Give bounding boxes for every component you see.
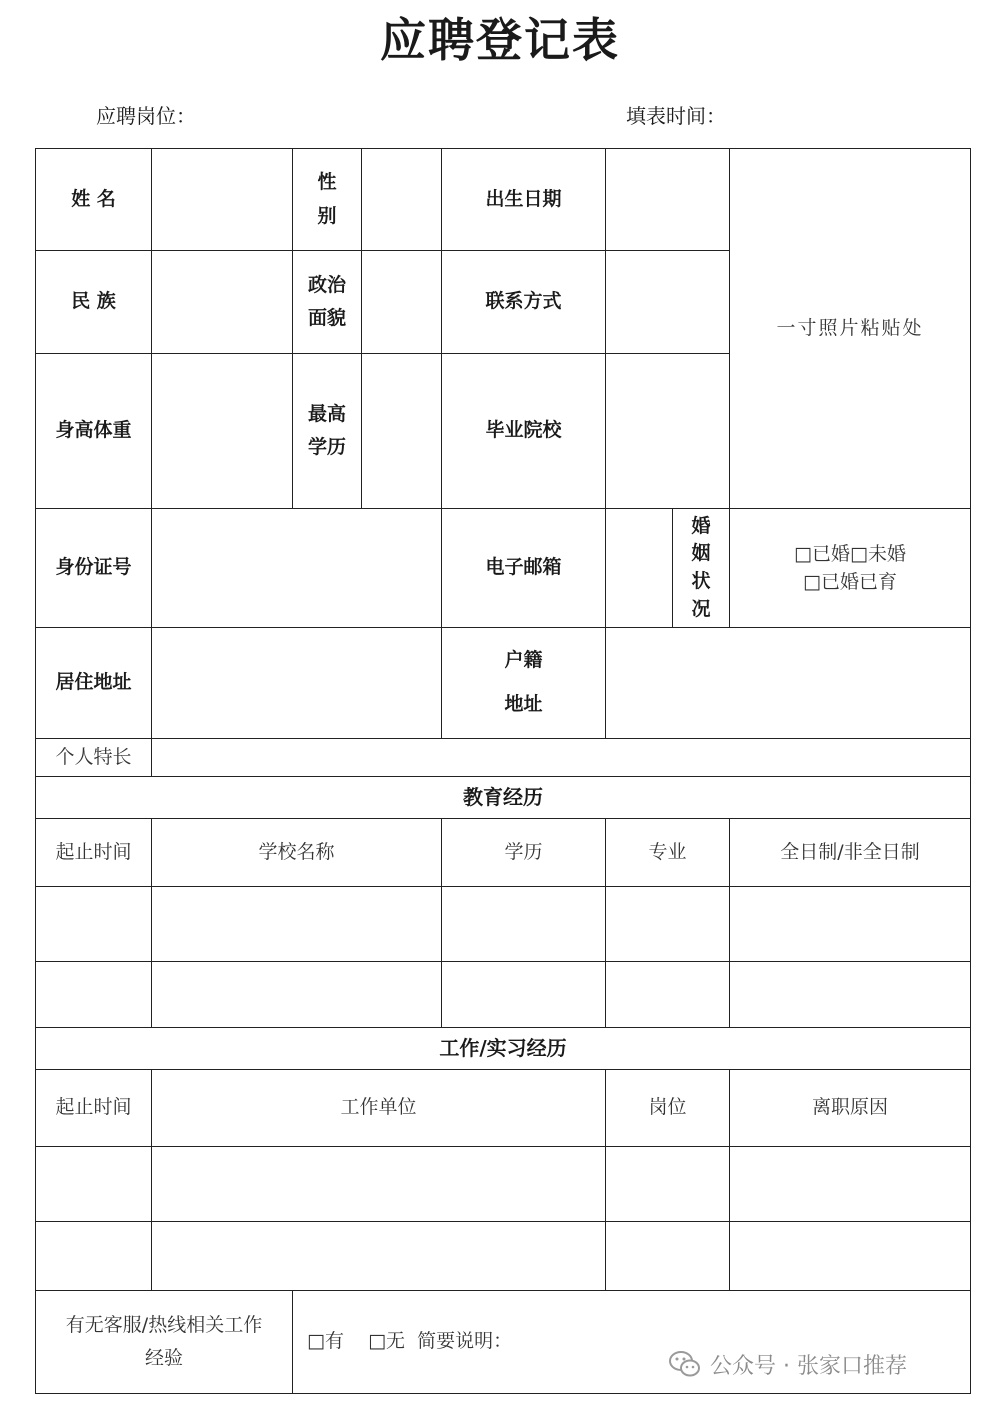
work-section-heading: 工作/实习经历 — [439, 1036, 567, 1060]
address-label: 居住地址 — [55, 671, 132, 694]
birth-date-label: 出生日期 — [485, 187, 562, 210]
school-label: 毕业院校 — [485, 419, 562, 442]
height-weight-field[interactable] — [152, 354, 292, 508]
watermark — [668, 1344, 907, 1384]
watermark-text: 公众号 · 张家口推荐 — [710, 1353, 907, 1379]
education-row[interactable] — [36, 887, 970, 961]
edu-col-school: 学校名称 — [258, 840, 335, 863]
edu-col-degree: 学历 — [504, 840, 543, 863]
position-applied-label: 应聘岗位： — [96, 104, 196, 128]
work-col-leave-reason: 离职原因 — [811, 1096, 888, 1119]
name-field[interactable] — [152, 149, 292, 250]
education-level-label: 最高 学历 — [307, 402, 346, 458]
work-col-period: 起止时间 — [55, 1096, 132, 1119]
household-address-field[interactable] — [606, 628, 970, 738]
political-status-label: 政治 面貌 — [307, 273, 346, 329]
work-col-employer: 工作单位 — [340, 1096, 417, 1119]
education-row[interactable] — [36, 962, 970, 1027]
ethnicity-field[interactable] — [152, 251, 292, 353]
edu-col-study-mode: 全日制/非全日制 — [780, 840, 920, 863]
address-field[interactable] — [152, 628, 441, 738]
political-status-field[interactable] — [362, 251, 441, 353]
education-level-field[interactable] — [362, 354, 441, 508]
name-label: 姓 名 — [71, 187, 116, 210]
specialty-label: 个人特长 — [55, 745, 132, 768]
ethnicity-label: 民 族 — [71, 290, 116, 313]
photo-placeholder[interactable]: 一寸照片粘贴处 — [776, 316, 924, 339]
work-row[interactable] — [36, 1222, 970, 1290]
hotline-experience-label: 有无客服/热线相关工作 经验 — [65, 1313, 263, 1369]
wechat-icon — [668, 1349, 702, 1379]
school-field[interactable] — [606, 354, 729, 508]
gender-field[interactable] — [362, 149, 441, 250]
height-weight-label: 身高体重 — [55, 419, 132, 442]
id-number-label: 身份证号 — [55, 556, 132, 579]
birth-date-field[interactable] — [606, 149, 729, 250]
edu-col-major: 专业 — [648, 840, 687, 863]
marital-status-options[interactable]: □已婚□未婚 □已婚已育 — [794, 542, 906, 593]
work-row[interactable] — [36, 1147, 970, 1221]
marital-status-label: 婚 姻 状 况 — [691, 514, 711, 620]
fill-date-label: 填表时间： — [626, 104, 726, 128]
work-col-position: 岗位 — [648, 1096, 687, 1119]
education-section-heading: 教育经历 — [463, 785, 543, 809]
contact-field[interactable] — [606, 251, 729, 353]
email-field[interactable] — [606, 509, 672, 627]
gender-label: 性 别 — [317, 171, 337, 227]
household-address-label: 户籍 地址 — [504, 649, 543, 715]
email-label: 电子邮箱 — [485, 556, 562, 579]
hotline-experience-options[interactable]: □有 □无 简要说明： — [307, 1330, 513, 1353]
contact-label: 联系方式 — [485, 290, 562, 313]
edu-col-period: 起止时间 — [55, 840, 132, 863]
id-number-field[interactable] — [152, 509, 441, 627]
form-title: 应聘登记表 — [380, 13, 620, 67]
specialty-field[interactable] — [152, 739, 970, 776]
